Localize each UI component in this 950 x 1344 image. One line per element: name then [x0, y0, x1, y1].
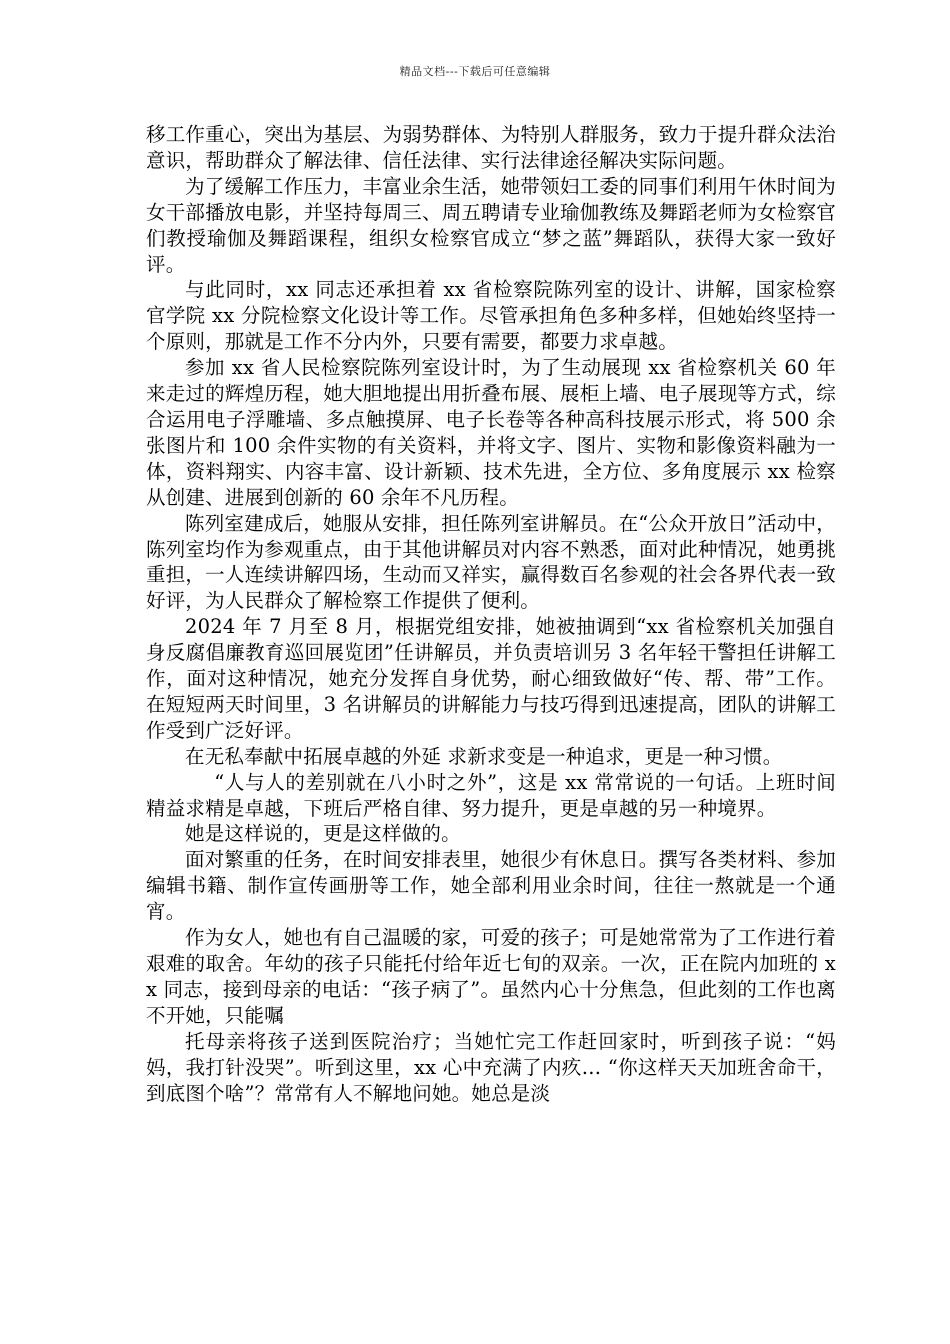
paragraph-7: 在无私奉献中拓展卓越的外延 求新求变是一种追求，更是一种习惯。 — [185, 744, 783, 768]
paragraph-12: 托母亲将孩子送到医院治疗；当她忙完工作赶回家时，听到孩子说：“妈妈，我打针没哭”。听到这里，xx 心中充满了内疚… “你这样天天加班舍命干，到底图个啥”？常常有人不解地问她。她总是淡 — [146, 1029, 836, 1105]
paragraph-6: 2024 年 7 月至 8 月，根据党组安排，她被抽调到“xx 省检察机关加强自身反腐倡廉教育巡回展览团”任讲解员，并负责培训另 3 名年轻干警担任讲解工作，面对这种情况，她充分发挥自身优势，耐心细致做好“传、帮、带”工作。在短短两天时间里，3 名讲解员的讲解能力与技巧得到迅速提高，团队的讲解工作受到广泛好评。 — [146, 615, 837, 742]
paragraph-8: “人与人的差别就在八小时之外”，这是 xx 常常说的一句话。上班时间精益求精是卓越，下班后严格自律、努力提升，更是卓越的另一种境界。 — [146, 770, 836, 820]
article-body — [146, 122, 836, 1106]
paragraph-4: 参加 xx 省人民检察院陈列室设计时，为了生动展现 xx 省检察机关 60 年来走过的辉煌历程，她大胆地提出用折叠布展、展柜上墙、电子展现等方式，综合运用电子浮雕墙、多点触摸屏、电子长卷等各种高科技展示形式，将 500 余张图片和 100 余件实物的有关资料，并将文字、图片、实物和影像资料融为一体，资料翔实、内容丰富、设计新颖、技术先进，全方位、多角度展示 xx 检察从创建、进展到创新的 60 余年不凡历程。 — [146, 356, 836, 509]
paragraph-2: 为了缓解工作压力，丰富业余生活，她带领妇工委的同事们利用午休时间为女干部播放电影，并坚持每周三、周五聘请专业瑜伽教练及舞蹈老师为女检察官们教授瑜伽及舞蹈课程，组织女检察官成立“梦之蓝”舞蹈队，获得大家一致好评。 — [146, 174, 836, 276]
paragraph-9: 她是这样说的，更是这样做的。 — [185, 822, 461, 846]
paragraph-10: 面对繁重的任务，在时间安排表里，她很少有休息日。撰写各类材料、参加编辑书籍、制作宣传画册等工作，她全部利用业余时间，往往一熬就是一个通宵。 — [146, 848, 836, 924]
paragraph-3: 与此同时，xx 同志还承担着 xx 省检察院陈列室的设计、讲解，国家检察官学院 xx 分院检察文化设计等工作。尽管承担角色多种多样，但她始终坚持一个原则，那就是工作不分内外，只要有需要，都要力求卓越。 — [146, 278, 836, 354]
paragraph-1: 移工作重心，突出为基层、为弱势群体、为特别人群服务，致力于提升群众法治意识，帮助群众了解法律、信任法律、实行法律途径解决实际问题。 — [146, 123, 836, 172]
page-header: 精品文档---下载后可任意编辑 — [399, 65, 551, 78]
paragraph-11: 作为女人，她也有自己温暖的家，可爱的孩子；可是她常常为了工作进行着艰难的取舍。年幼的孩子只能托付给年近七旬的双亲。一次，正在院内加班的 xx 同志，接到母亲的电话：“孩子病了”。虽然内心十分焦急，但此刻的工作也离不开她，只能嘱 — [146, 926, 836, 1027]
paragraph-5: 陈列室建成后，她服从安排，担任陈列室讲解员。在“公众开放日”活动中，陈列室均作为参观重点，由于其他讲解员对内容不熟悉，面对此种情况，她勇挑重担，一人连续讲解四场，生动而又祥实，赢得数百名参观的社会各界代表一致好评，为人民群众了解检察工作提供了便利。 — [146, 511, 836, 613]
